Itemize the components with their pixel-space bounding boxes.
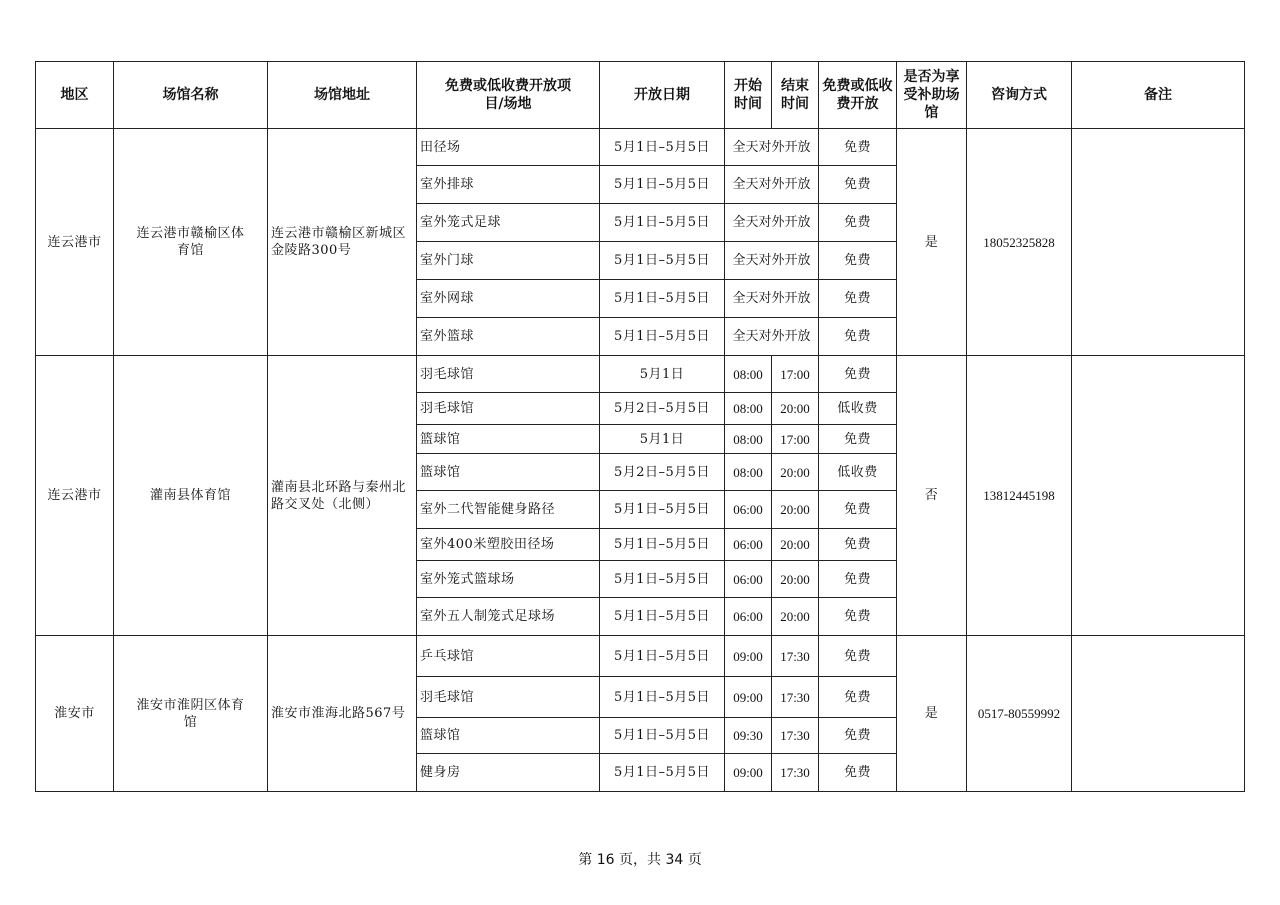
cell-fee: 免费 xyxy=(819,491,897,529)
cell-region: 连云港市 xyxy=(36,129,114,356)
cell-project: 篮球馆 xyxy=(417,718,600,754)
cell-project: 室外篮球 xyxy=(417,318,600,356)
header-project: 免费或低收费开放项目/场地 xyxy=(417,62,600,129)
cell-fee: 免费 xyxy=(819,318,897,356)
cell-end-time: 17:30 xyxy=(772,754,819,792)
cell-project: 篮球馆 xyxy=(417,425,600,454)
venue-table xyxy=(35,61,1245,792)
cell-fee: 免费 xyxy=(819,718,897,754)
cell-end-time: 17:00 xyxy=(772,425,819,454)
cell-project: 室外笼式足球 xyxy=(417,204,600,242)
cell-remark xyxy=(1072,129,1245,356)
cell-date: 5月1日–5月5日 xyxy=(600,677,725,718)
cell-fee: 免费 xyxy=(819,561,897,598)
header-subsidy: 是否为享受补助场馆 xyxy=(897,62,967,129)
cell-project: 羽毛球馆 xyxy=(417,393,600,425)
cell-start-time: 09:00 xyxy=(725,677,772,718)
cell-subsidy: 否 xyxy=(897,356,967,636)
header-region: 地区 xyxy=(36,62,114,129)
table-row xyxy=(36,636,1245,677)
cell-address: 连云港市赣榆区新城区金陵路300号 xyxy=(268,129,417,356)
cell-start-time: 09:00 xyxy=(725,754,772,792)
cell-fee: 低收费 xyxy=(819,393,897,425)
cell-contact: 0517-80559992 xyxy=(967,636,1072,792)
cell-project: 篮球馆 xyxy=(417,454,600,491)
cell-fee: 免费 xyxy=(819,242,897,280)
cell-start-time: 06:00 xyxy=(725,598,772,636)
page-footer: 第 16 页，共 34 页 xyxy=(578,852,702,868)
cell-date: 5月1日 xyxy=(600,425,725,454)
cell-date: 5月1日 xyxy=(600,356,725,393)
cell-fee: 免费 xyxy=(819,636,897,677)
cell-end-time: 17:30 xyxy=(772,636,819,677)
cell-venue: 灌南县体育馆 xyxy=(114,356,268,636)
cell-end-time: 17:00 xyxy=(772,356,819,393)
cell-fee: 免费 xyxy=(819,280,897,318)
cell-end-time: 20:00 xyxy=(772,454,819,491)
cell-date: 5月1日–5月5日 xyxy=(600,129,725,166)
cell-fee: 免费 xyxy=(819,529,897,561)
header-contact: 咨询方式 xyxy=(967,62,1072,129)
cell-start-time: 06:00 xyxy=(725,529,772,561)
cell-open-time: 全天对外开放 xyxy=(725,204,819,242)
cell-start-time: 08:00 xyxy=(725,454,772,491)
cell-end-time: 20:00 xyxy=(772,529,819,561)
cell-open-time: 全天对外开放 xyxy=(725,242,819,280)
table-row xyxy=(36,129,1245,166)
cell-fee: 免费 xyxy=(819,204,897,242)
cell-start-time: 08:00 xyxy=(725,356,772,393)
cell-open-time: 全天对外开放 xyxy=(725,318,819,356)
cell-subsidy: 是 xyxy=(897,636,967,792)
cell-project: 室外排球 xyxy=(417,166,600,204)
cell-date: 5月1日–5月5日 xyxy=(600,636,725,677)
cell-fee: 免费 xyxy=(819,425,897,454)
cell-venue: 连云港市赣榆区体育馆 xyxy=(114,129,268,356)
cell-fee: 免费 xyxy=(819,129,897,166)
cell-remark xyxy=(1072,356,1245,636)
cell-date: 5月1日–5月5日 xyxy=(600,318,725,356)
cell-project: 羽毛球馆 xyxy=(417,356,600,393)
cell-start-time: 06:00 xyxy=(725,491,772,529)
cell-fee: 免费 xyxy=(819,677,897,718)
cell-date: 5月1日–5月5日 xyxy=(600,166,725,204)
cell-date: 5月1日–5月5日 xyxy=(600,598,725,636)
cell-fee: 免费 xyxy=(819,166,897,204)
cell-date: 5月1日–5月5日 xyxy=(600,242,725,280)
cell-remark xyxy=(1072,636,1245,792)
cell-start-time: 09:30 xyxy=(725,718,772,754)
cell-open-time: 全天对外开放 xyxy=(725,280,819,318)
cell-date: 5月1日–5月5日 xyxy=(600,754,725,792)
cell-address: 淮安市淮海北路567号 xyxy=(268,636,417,792)
cell-project: 乒乓球馆 xyxy=(417,636,600,677)
cell-region: 连云港市 xyxy=(36,356,114,636)
cell-start-time: 06:00 xyxy=(725,561,772,598)
cell-region: 淮安市 xyxy=(36,636,114,792)
cell-date: 5月1日–5月5日 xyxy=(600,491,725,529)
header-address: 场馆地址 xyxy=(268,62,417,129)
header-venue: 场馆名称 xyxy=(114,62,268,129)
cell-end-time: 17:30 xyxy=(772,718,819,754)
cell-project: 室外400米塑胶田径场 xyxy=(417,529,600,561)
cell-date: 5月2日–5月5日 xyxy=(600,393,725,425)
cell-project: 羽毛球馆 xyxy=(417,677,600,718)
cell-project: 室外二代智能健身路径 xyxy=(417,491,600,529)
cell-date: 5月2日–5月5日 xyxy=(600,454,725,491)
cell-contact: 13812445198 xyxy=(967,356,1072,636)
cell-date: 5月1日–5月5日 xyxy=(600,718,725,754)
cell-end-time: 20:00 xyxy=(772,598,819,636)
cell-venue: 淮安市淮阴区体育馆 xyxy=(114,636,268,792)
cell-open-time: 全天对外开放 xyxy=(725,166,819,204)
cell-open-time: 全天对外开放 xyxy=(725,129,819,166)
cell-start-time: 08:00 xyxy=(725,393,772,425)
cell-contact: 18052325828 xyxy=(967,129,1072,356)
cell-project: 室外五人制笼式足球场 xyxy=(417,598,600,636)
cell-end-time: 17:30 xyxy=(772,677,819,718)
cell-fee: 低收费 xyxy=(819,454,897,491)
cell-date: 5月1日–5月5日 xyxy=(600,204,725,242)
header-start: 开始时间 xyxy=(725,62,772,129)
cell-project: 室外门球 xyxy=(417,242,600,280)
table-row xyxy=(36,356,1245,393)
cell-end-time: 20:00 xyxy=(772,561,819,598)
cell-start-time: 09:00 xyxy=(725,636,772,677)
cell-date: 5月1日–5月5日 xyxy=(600,529,725,561)
header-end: 结束时间 xyxy=(772,62,819,129)
cell-fee: 免费 xyxy=(819,754,897,792)
cell-fee: 免费 xyxy=(819,356,897,393)
cell-end-time: 20:00 xyxy=(772,393,819,425)
cell-project: 室外网球 xyxy=(417,280,600,318)
cell-end-time: 20:00 xyxy=(772,491,819,529)
cell-address: 灌南县北环路与秦州北路交叉处（北侧） xyxy=(268,356,417,636)
cell-project: 室外笼式篮球场 xyxy=(417,561,600,598)
header-date: 开放日期 xyxy=(600,62,725,129)
cell-project: 田径场 xyxy=(417,129,600,166)
cell-start-time: 08:00 xyxy=(725,425,772,454)
header-remark: 备注 xyxy=(1072,62,1245,129)
cell-subsidy: 是 xyxy=(897,129,967,356)
cell-date: 5月1日–5月5日 xyxy=(600,561,725,598)
table-body xyxy=(36,129,1245,792)
table-header xyxy=(36,62,1245,129)
cell-fee: 免费 xyxy=(819,598,897,636)
cell-project: 健身房 xyxy=(417,754,600,792)
cell-date: 5月1日–5月5日 xyxy=(600,280,725,318)
header-fee: 免费或低收费开放 xyxy=(819,62,897,129)
